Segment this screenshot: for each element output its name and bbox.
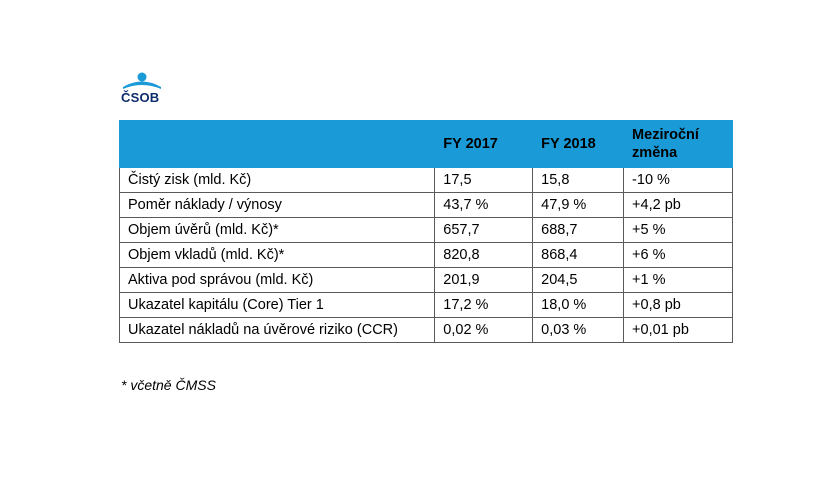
row-label: Ukazatel kapitálu (Core) Tier 1 [120,293,435,318]
header-label [120,121,435,168]
row-label: Objem úvěrů (mld. Kč)* [120,218,435,243]
row-fy2017: 17,2 % [435,293,533,318]
row-fy2017: 657,7 [435,218,533,243]
header-fy2017: FY 2017 [435,121,533,168]
row-fy2018: 204,5 [533,268,624,293]
footnote: * včetně ČMSS [121,377,216,393]
table-row [120,293,733,318]
row-fy2018: 688,7 [533,218,624,243]
row-fy2017: 820,8 [435,243,533,268]
row-label: Čistý zisk (mld. Kč) [120,168,435,193]
row-fy2017: 0,02 % [435,318,533,343]
row-fy2018: 15,8 [533,168,624,193]
table-row [120,218,733,243]
row-label: Aktiva pod správou (mld. Kč) [120,268,435,293]
row-change: -10 % [624,168,733,193]
table-row [120,193,733,218]
csob-logo-mark [121,72,163,90]
row-label: Objem vkladů (mld. Kč)* [120,243,435,268]
header-change: Meziroční změna [624,121,733,168]
row-label: Ukazatel nákladů na úvěrové riziko (CCR) [120,318,435,343]
table-header-row [120,121,733,168]
row-change: +1 % [624,268,733,293]
kpi-table [119,120,733,343]
csob-logo-text: ČSOB [121,90,160,105]
header-fy2018: FY 2018 [533,121,624,168]
row-fy2017: 43,7 % [435,193,533,218]
row-change: +5 % [624,218,733,243]
row-fy2018: 0,03 % [533,318,624,343]
row-change: +0,8 pb [624,293,733,318]
row-change: +0,01 pb [624,318,733,343]
row-fy2018: 868,4 [533,243,624,268]
row-change: +4,2 pb [624,193,733,218]
csob-logo [121,72,163,106]
row-label: Poměr náklady / výnosy [120,193,435,218]
table-row [120,168,733,193]
row-fy2017: 201,9 [435,268,533,293]
row-change: +6 % [624,243,733,268]
row-fy2018: 18,0 % [533,293,624,318]
row-fy2018: 47,9 % [533,193,624,218]
row-fy2017: 17,5 [435,168,533,193]
table-row [120,243,733,268]
table-row [120,268,733,293]
table-row [120,318,733,343]
